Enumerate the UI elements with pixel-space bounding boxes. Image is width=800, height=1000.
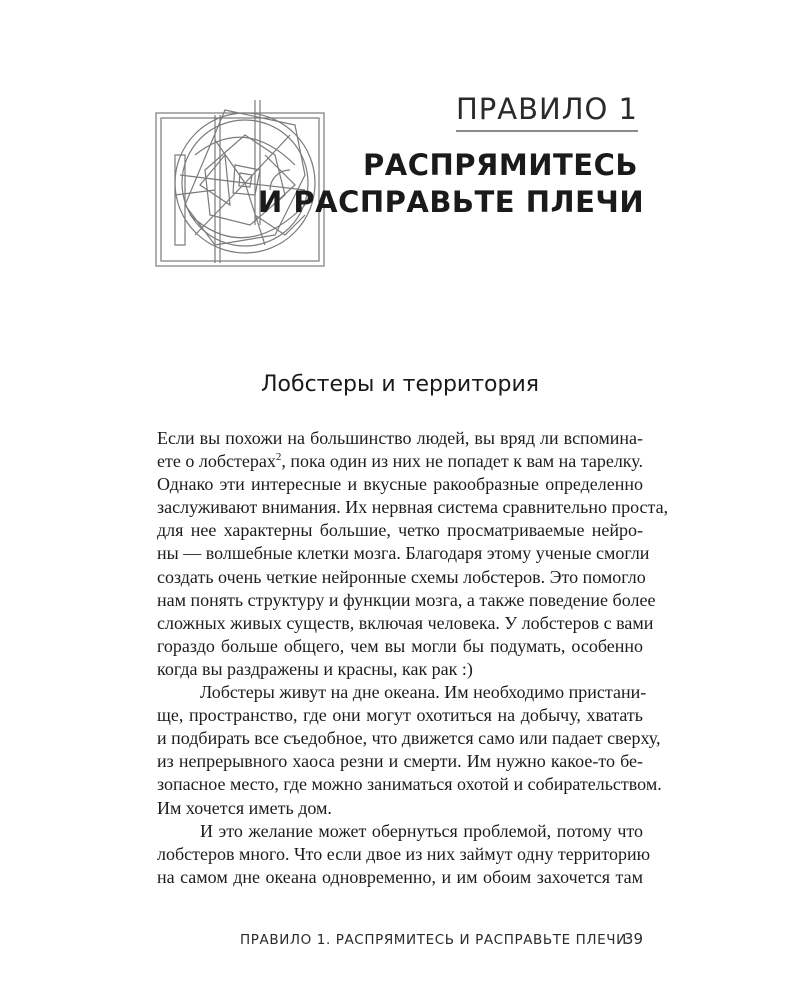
rule-title <box>258 147 645 221</box>
paragraph <box>157 427 669 681</box>
text-fragment: , пока один из них не попадет к вам на тарелку. <box>281 451 643 472</box>
text-line: Однако эти интересные и вкусные ракообразные определенно <box>157 474 643 495</box>
text-line: заслуживают внимания. Их нервная система сравнительно проста, <box>157 497 669 518</box>
text-fragment: ете о лобстерах <box>157 451 276 472</box>
text-line: и подбирать все съедобное, что движется само или падает сверху, <box>157 728 661 749</box>
text-line: сложных живых существ, включая человека. У лобстеров с вами <box>157 612 654 633</box>
text-line: для нее характерны большие, четко просматриваемые нейро- <box>157 520 643 541</box>
text-line <box>157 450 643 473</box>
text-line: из непрерывного хаоса резни и смерти. Им нужно какое-то бе- <box>157 751 643 772</box>
section-heading: Лобстеры и территория <box>261 372 539 397</box>
footnote-marker[interactable]: 2 <box>275 451 282 464</box>
text-line: когда вы раздражены и красны, как рак :) <box>157 658 473 679</box>
rule-title-line: РАСПРЯМИТЕСЬ <box>363 148 638 182</box>
text-line: ны — волшебные клетки мозга. Благодаря этому ученые смогли <box>157 543 650 564</box>
text-line: зопасное место, где можно заниматься охотой и собирательством. <box>157 774 662 795</box>
paragraph <box>157 681 662 820</box>
text-line: И это желание может обернуться проблемой, потому что <box>200 820 643 841</box>
paragraph <box>157 820 651 889</box>
text-line: Лобстеры живут на дне океана. Им необходимо пристани- <box>200 682 647 703</box>
text-line: лобстеров много. Что если двое из них займут одну территорию <box>157 843 651 864</box>
text-line: нам понять структуру и функции мозга, а также поведение более <box>157 589 656 610</box>
page-number: 39 <box>623 930 643 948</box>
text-line: ще, пространство, где они могут охотиться на добычу, хватать <box>157 705 643 726</box>
text-line: Если вы похожи на большинство людей, вы вряд ли вспомина- <box>157 428 643 448</box>
text-line: создать очень четкие нейронные схемы лобстеров. Это помогло <box>157 566 646 587</box>
text-line: гораздо больше общего, чем вы могли бы подумать, особенно <box>157 635 643 656</box>
running-footer: ПРАВИЛО 1. РАСПРЯМИТЕСЬ И РАСПРАВЬТЕ ПЛЕЧИ <box>240 932 627 948</box>
body-text <box>157 427 669 889</box>
text-line: Им хочется иметь дом. <box>157 797 332 818</box>
text-line: на самом дне океана одновременно, и им обоим захочется там <box>157 866 643 887</box>
rule-title-line: И РАСПРАВЬТЕ ПЛЕЧИ <box>258 185 645 219</box>
rule-label: ПРАВИЛО 1 <box>456 92 638 132</box>
